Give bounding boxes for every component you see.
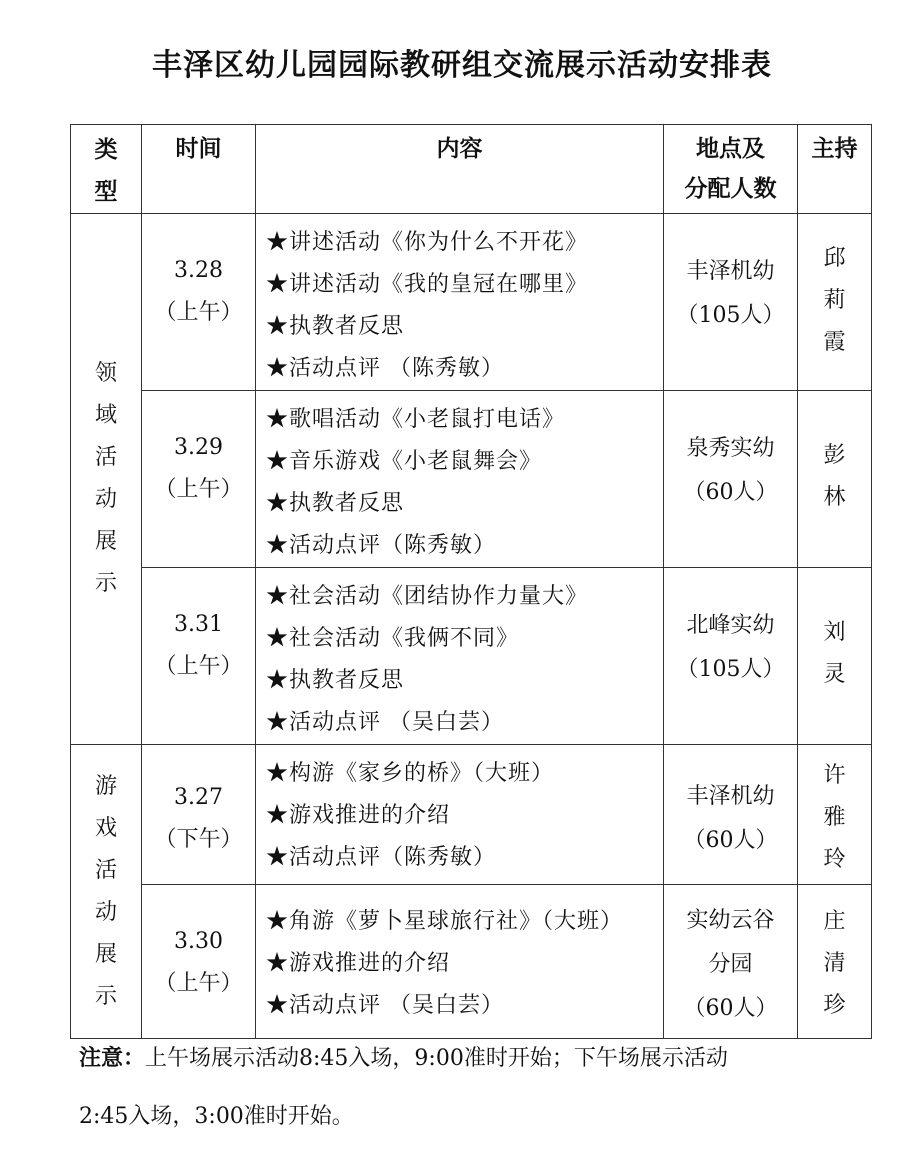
header-content: 内容 bbox=[256, 125, 664, 214]
content-item: ★活动点评（陈秀敏） bbox=[266, 533, 497, 558]
schedule-table bbox=[70, 124, 872, 1039]
time-cell: 3.31 （上午） bbox=[142, 568, 256, 745]
table-row bbox=[71, 391, 872, 568]
content-item: ★执教者反思 bbox=[266, 314, 405, 339]
content-cell bbox=[256, 391, 664, 568]
host-cell: 许雅玲 bbox=[798, 745, 872, 885]
content-item: ★歌唱活动《小老鼠打电话》 bbox=[266, 407, 566, 432]
note-line1: 上午场展示活动8:45入场，9:00准时开始；下午场展示活动 bbox=[145, 1046, 728, 1071]
content-item: ★游戏推进的介绍 bbox=[266, 951, 451, 976]
content-item: ★角游《萝卜星球旅行社》（大班） bbox=[266, 909, 624, 934]
place-cell: 丰泽机幼 （60人） bbox=[664, 745, 798, 885]
place-cell: 丰泽机幼 （105人） bbox=[664, 214, 798, 391]
host-cell: 刘灵 bbox=[798, 568, 872, 745]
type-cell: 游戏活动展示 bbox=[71, 745, 142, 1039]
content-item: ★执教者反思 bbox=[266, 668, 405, 693]
place-cell: 泉秀实幼 （60人） bbox=[664, 391, 798, 568]
host-cell: 邱莉霞 bbox=[798, 214, 872, 391]
time-cell: 3.27 （下午） bbox=[142, 745, 256, 885]
note-label: 注意： bbox=[79, 1046, 146, 1071]
content-item: ★活动点评 （陈秀敏） bbox=[266, 356, 504, 381]
time-cell: 3.30 （上午） bbox=[142, 885, 256, 1039]
host-cell: 庄清珍 bbox=[798, 885, 872, 1039]
content-item: ★活动点评（陈秀敏） bbox=[266, 845, 497, 870]
content-item: ★执教者反思 bbox=[266, 491, 405, 516]
note bbox=[79, 1030, 859, 1146]
content-cell bbox=[256, 568, 664, 745]
content-item: ★讲述活动《我的皇冠在哪里》 bbox=[266, 272, 589, 297]
content-item: ★构游《家乡的桥》（大班） bbox=[266, 761, 555, 786]
content-cell bbox=[256, 214, 664, 391]
content-cell bbox=[256, 745, 664, 885]
header-host: 主持 bbox=[798, 125, 872, 214]
header-place: 地点及 分配人数 bbox=[664, 125, 798, 214]
content-item: ★社会活动《我俩不同》 bbox=[266, 626, 520, 651]
time-cell: 3.29 （上午） bbox=[142, 391, 256, 568]
content-item: ★讲述活动《你为什么不开花》 bbox=[266, 230, 589, 255]
header-row bbox=[71, 125, 872, 214]
place-cell: 北峰实幼 （105人） bbox=[664, 568, 798, 745]
header-type: 类型 bbox=[71, 125, 142, 214]
content-cell bbox=[256, 885, 664, 1039]
table-row bbox=[71, 885, 872, 1039]
header-time: 时间 bbox=[142, 125, 256, 214]
page-title: 丰泽区幼儿园园际教研组交流展示活动安排表 bbox=[152, 48, 772, 83]
content-item: ★游戏推进的介绍 bbox=[266, 803, 451, 828]
table-row bbox=[71, 745, 872, 885]
table-row bbox=[71, 568, 872, 745]
table-row bbox=[71, 214, 872, 391]
note-line2: 2:45入场，3:00准时开始。 bbox=[79, 1104, 354, 1129]
content-item: ★社会活动《团结协作力量大》 bbox=[266, 584, 589, 609]
time-cell: 3.28 （上午） bbox=[142, 214, 256, 391]
content-item: ★活动点评 （吴白芸） bbox=[266, 710, 504, 735]
content-item: ★音乐游戏《小老鼠舞会》 bbox=[266, 449, 543, 474]
content-item: ★活动点评 （吴白芸） bbox=[266, 993, 504, 1018]
place-cell: 实幼云谷 分园 （60人） bbox=[664, 885, 798, 1039]
type-cell: 领域活动展示 bbox=[71, 214, 142, 745]
host-cell: 彭林 bbox=[798, 391, 872, 568]
